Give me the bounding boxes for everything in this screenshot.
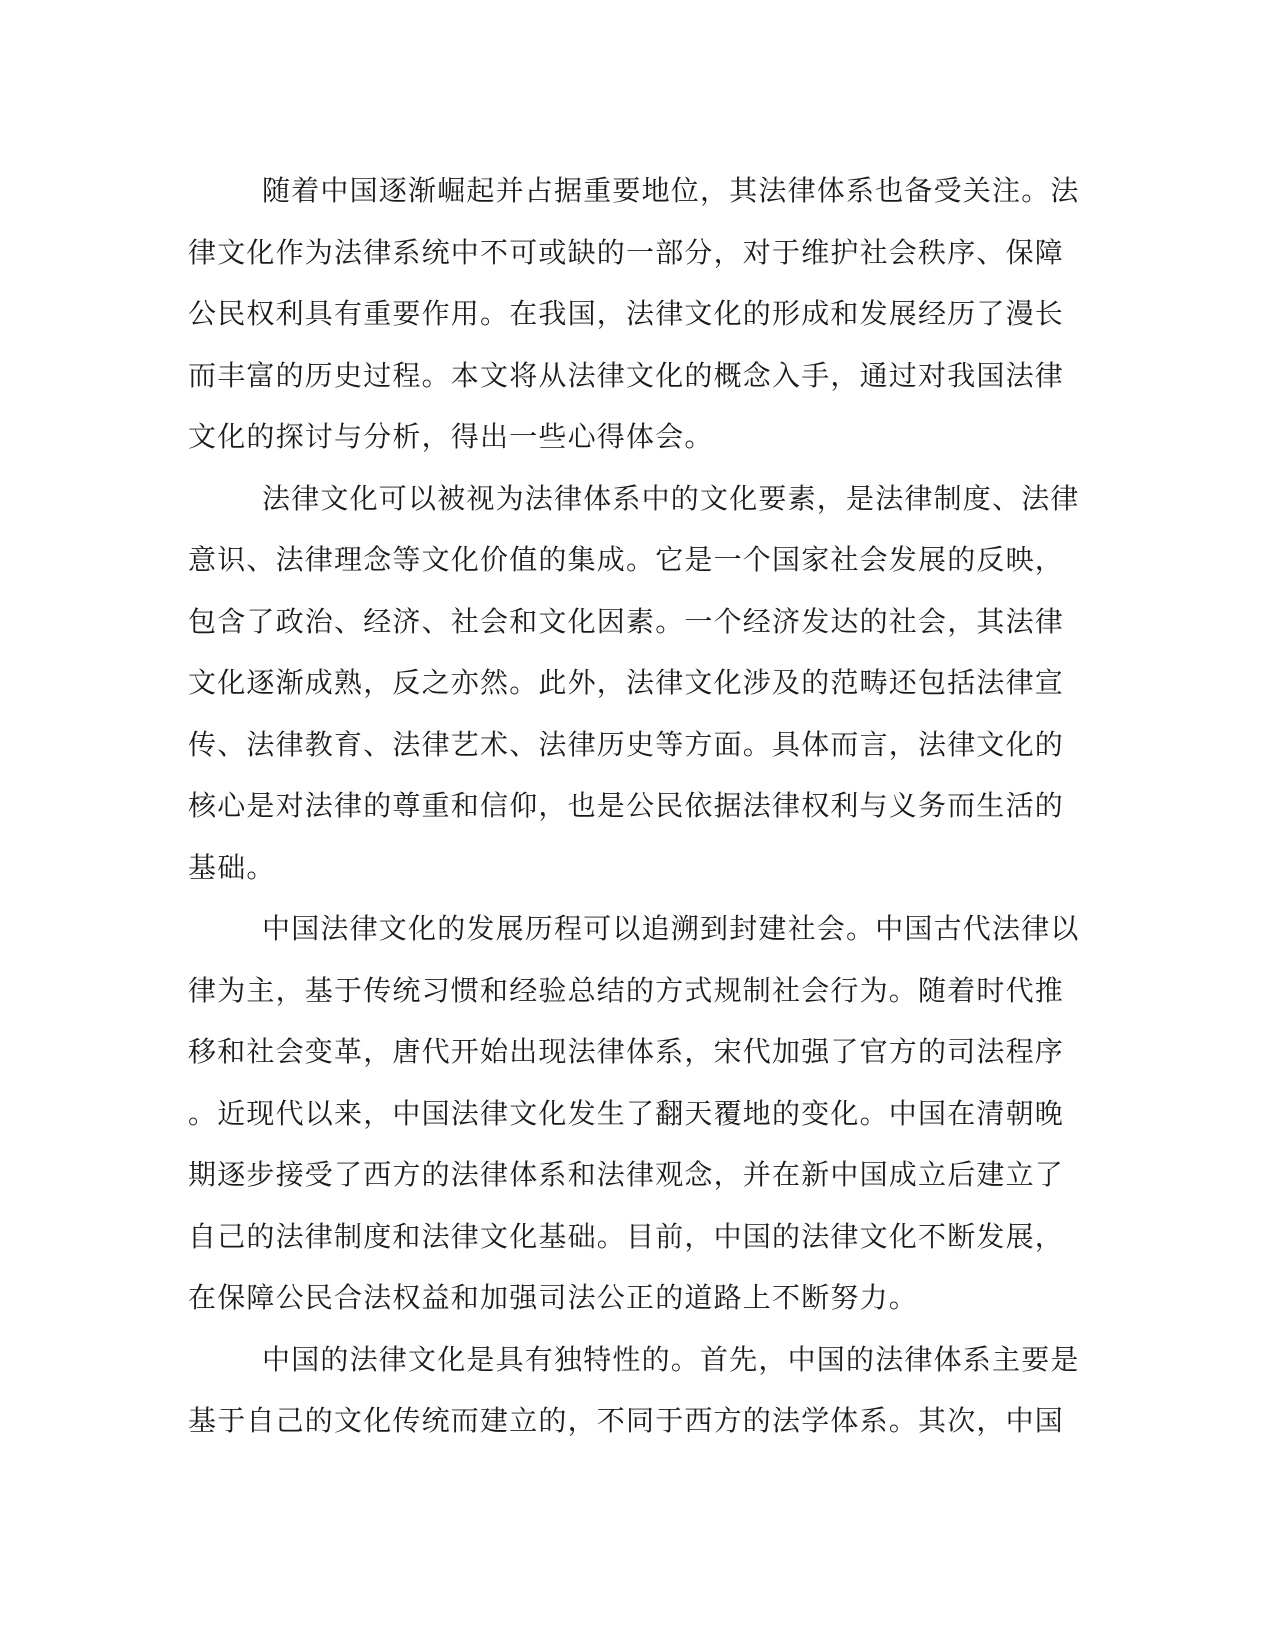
text-line: 意识、法律理念等文化价值的集成。它是一个国家社会发展的反映， (188, 543, 1065, 576)
text-line: 律文化作为法律系统中不可或缺的一部分，对于维护社会秩序、保障 (188, 235, 1065, 269)
text-line: 核心是对法律的尊重和信仰，也是公民依据法律权利与义务而生活的 (188, 789, 1065, 822)
paragraph-2 (188, 468, 1080, 899)
text-line: 包含了政治、经济、社会和文化因素。一个经济发达的社会，其法律 (188, 604, 1065, 638)
text-line: 基础。 (188, 850, 276, 884)
text-line: 自己的法律制度和法律文化基础。目前，中国的法律文化不断发展， (188, 1219, 1065, 1253)
text-line: 公民权利具有重要作用。在我国，法律文化的形成和发展经历了漫长 (188, 297, 1065, 330)
text-line: 基于自己的文化传统而建立的，不同于西方的法学体系。其次，中国 (188, 1404, 1065, 1437)
text-line: 传、法律教育、法律艺术、法律历史等方面。具体而言，法律文化的 (188, 727, 1065, 761)
text-line: 律为主，基于传统习惯和经验总结的方式规制社会行为。随着时代推 (188, 973, 1065, 1007)
text-line: 。近现代以来，中国法律文化发生了翻天覆地的变化。中国在清朝晚 (188, 1096, 1065, 1130)
text-line: 文化逐渐成熟，反之亦然。此外，法律文化涉及的范畴还包括法律宣 (188, 666, 1065, 699)
text-line: 移和社会变革，唐代开始出现法律体系，宋代加强了官方的司法程序 (188, 1035, 1065, 1068)
text-line: 文化的探讨与分析，得出一些心得体会。 (188, 420, 714, 453)
text-line: 在保障公民合法权益和加强司法公正的道路上不断努力。 (188, 1281, 919, 1314)
text-line: 而丰富的历史过程。本文将从法律文化的概念入手，通过对我国法律 (188, 358, 1065, 392)
paragraph-1 (188, 160, 1080, 468)
body-text (188, 160, 1080, 1452)
paragraph-3 (188, 898, 1080, 1329)
text-line: 中国法律文化的发展历程可以追溯到封建社会。中国古代法律以 (262, 912, 1080, 945)
text-line: 中国的法律文化是具有独特性的。首先，中国的法律体系主要是 (262, 1342, 1080, 1376)
text-line: 期逐步接受了西方的法律体系和法律观念，并在新中国成立后建立了 (188, 1158, 1065, 1191)
text-line: 随着中国逐渐崛起并占据重要地位，其法律体系也备受关注。法 (262, 174, 1080, 207)
text-line: 法律文化可以被视为法律体系中的文化要素，是法律制度、法律 (262, 481, 1080, 515)
paragraph-4 (188, 1329, 1080, 1452)
